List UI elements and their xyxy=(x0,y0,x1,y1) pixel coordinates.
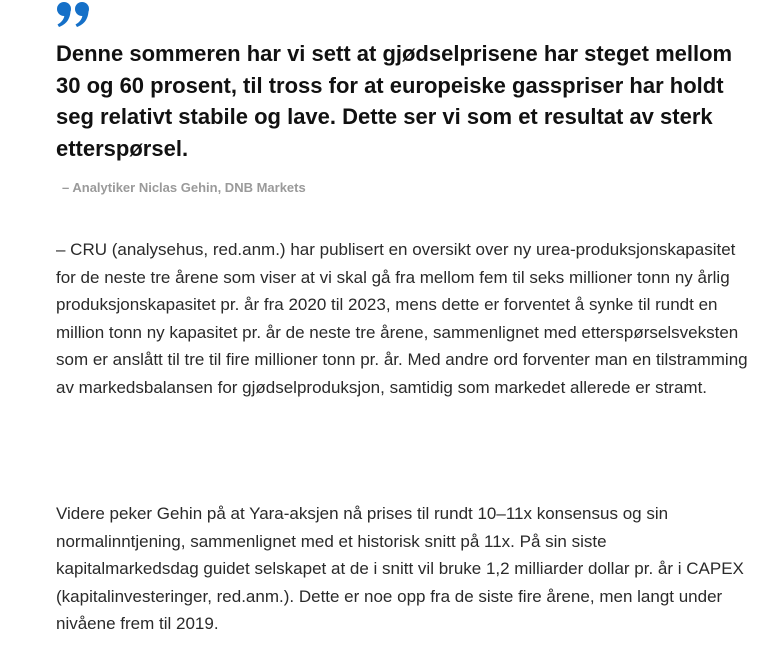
article-paragraph: Videre peker Gehin på at Yara-aksjen nå prises til rundt 10–11x konsensus og sin normalinntjening, sammenlignet med et historisk snitt på 11x. På sin siste kapitalmarkedsdag guidet selskapet at de i snitt vil bruke 1,2 milliarder dollar pr. år i CAPEX (kapitalinvesteringer, red.anm.). Dette er noe opp fra de siste fire årene, men langt under nivåene frem til 2019. xyxy=(56,504,744,633)
article-paragraph: – CRU (analysehus, red.anm.) har publisert en oversikt over ny urea-produksjonskapasitet for de neste tre årene som viser at vi skal gå fra mellom fem til seks millioner tonn ny årlig produksjonskapasitet pr. år fra 2020 til 2023, mens dette er forventet å synke til rundt en million tonn ny kapasitet pr. år de neste tre årene, sammenlignet med etterspørselsveksten som er anslått til tre til fire millioner tonn pr. år. Med andre ord forventer man en tilstramming av markedsbalansen for gjødselproduksjon, samtidig som markedet allerede er stramt. xyxy=(56,240,748,397)
pull-quote-text: Denne sommeren har vi sett at gjødselprisene har steget mellom 30 og 60 prosent, til tross for at europeiske gasspriser har holdt seg relativt stabile og lave. Dette ser vi som et resultat av sterk etterspørsel. xyxy=(56,41,733,161)
quote-mark-icon xyxy=(56,0,92,30)
pull-quote-attribution: – Analytiker Niclas Gehin, DNB Markets xyxy=(62,180,306,195)
